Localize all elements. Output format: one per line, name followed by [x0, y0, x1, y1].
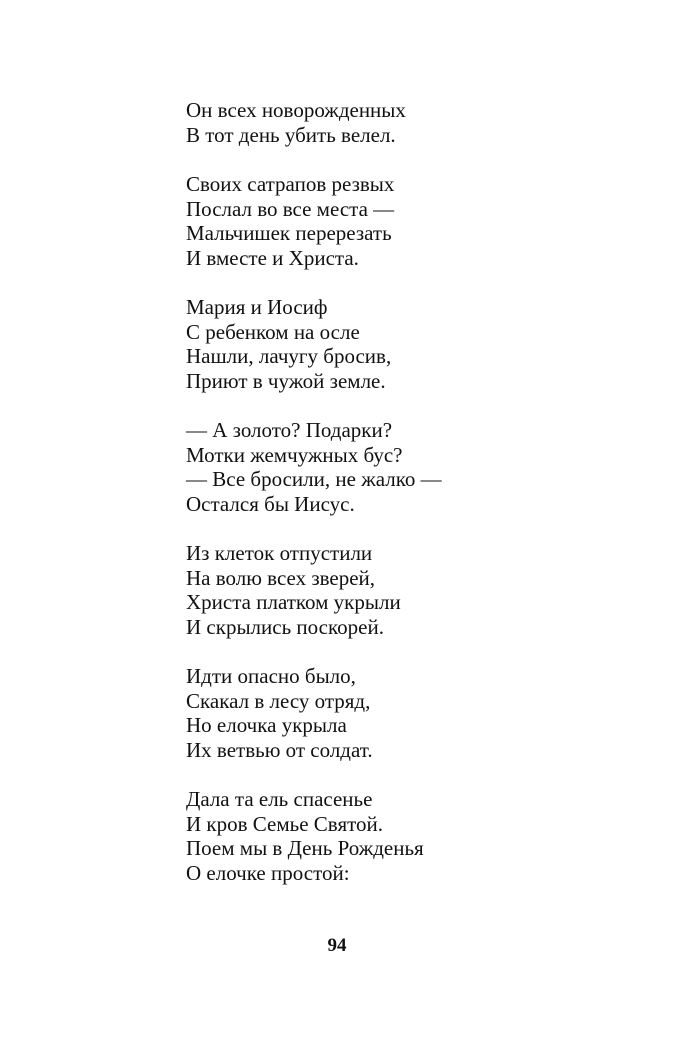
page-number: 94	[327, 935, 347, 956]
poem	[186, 98, 606, 885]
poem-line: Остался бы Иисус.	[186, 491, 355, 516]
poem-line: Нашли, лачугу бросив,	[186, 344, 392, 368]
poem-line: Христа платком укрыли	[186, 590, 401, 614]
poem-line: И скрылись поскорей.	[186, 614, 384, 639]
stanza-gap	[186, 147, 606, 172]
stanza-gap	[186, 393, 606, 418]
poem-line: — А золото? Подарки?	[186, 418, 393, 442]
poem-line: Но елочка укрыла	[186, 713, 347, 737]
poem-line: Послал во все места —	[186, 196, 395, 221]
poem-line: Идти опасно было,	[186, 664, 356, 688]
poem-line: Мальчишек перерезать	[186, 221, 392, 245]
stanza-gap	[186, 270, 606, 295]
poem-line: Скакал в лесу отряд,	[186, 688, 371, 713]
poem-line: И вместе и Христа.	[186, 245, 359, 270]
poem-line: Своих сатрапов резвых	[186, 172, 395, 196]
stanza-2	[186, 172, 606, 270]
stanza-3	[186, 295, 606, 393]
stanza-gap	[186, 639, 606, 664]
stanza-5	[186, 541, 606, 639]
stanza-4	[186, 418, 606, 516]
poem-line: На волю всех зверей,	[186, 565, 376, 590]
poem-line: И кров Семье Святой.	[186, 811, 383, 836]
stanza-7	[186, 787, 606, 885]
poem-line: Приют в чужой земле.	[186, 368, 386, 393]
stanza-6	[186, 664, 606, 762]
stanza-1	[186, 98, 606, 147]
poem-line: Он всех новорожденных	[186, 98, 406, 122]
poem-line: В тот день убить велел.	[186, 122, 396, 147]
poem-line: Поем мы в День Рожденья	[186, 836, 424, 860]
poem-line: Мотки жемчужных бус?	[186, 442, 403, 467]
stanza-gap	[186, 762, 606, 787]
poem-line: Из клеток отпустили	[186, 541, 373, 565]
poem-line: С ребенком на осле	[186, 319, 360, 344]
poem-line: Мария и Иосиф	[186, 295, 328, 319]
poem-line: Дала та ель спасенье	[186, 787, 373, 811]
poem-line: О елочке простой:	[186, 860, 350, 885]
poem-line: — Все бросили, не жалко —	[186, 467, 442, 491]
poem-line: Их ветвью от солдат.	[186, 737, 373, 762]
stanza-gap	[186, 516, 606, 541]
